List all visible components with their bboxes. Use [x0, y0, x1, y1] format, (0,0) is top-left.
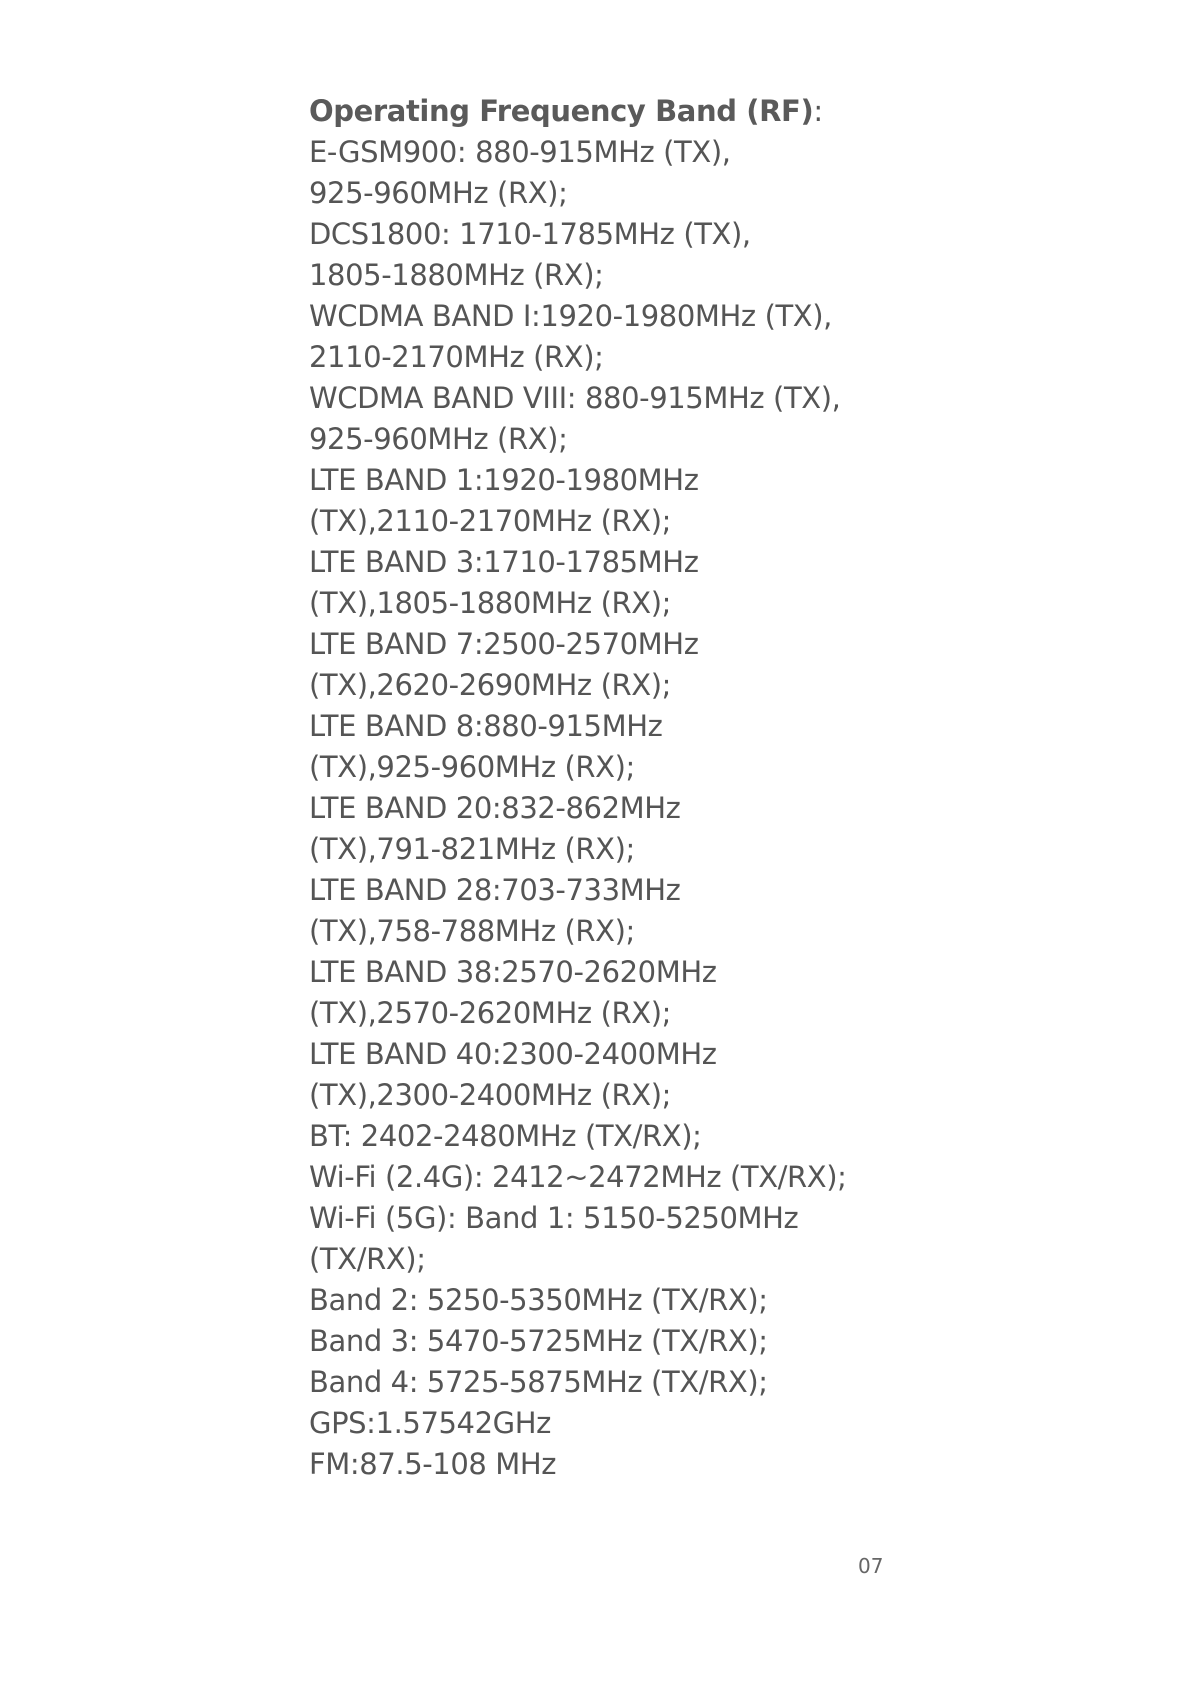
frequency-line: Wi-Fi (5G): Band 1: 5150-5250MHz	[309, 1201, 799, 1235]
frequency-list	[309, 132, 929, 1485]
frequency-line: LTE BAND 8:880-915MHz	[309, 709, 663, 743]
frequency-line: LTE BAND 7:2500-2570MHz	[309, 627, 699, 661]
frequency-line: GPS:1.57542GHz	[309, 1406, 551, 1440]
frequency-line: E-GSM900: 880-915MHz (TX),	[309, 135, 731, 169]
frequency-line: 1805-1880MHz (RX);	[309, 258, 604, 292]
frequency-line: 2110-2170MHz (RX);	[309, 340, 604, 374]
heading-colon: :	[813, 94, 823, 128]
frequency-line: WCDMA BAND VIII: 880-915MHz (TX),	[309, 381, 841, 415]
frequency-line: LTE BAND 40:2300-2400MHz	[309, 1037, 717, 1071]
frequency-line: DCS1800: 1710-1785MHz (TX),	[309, 217, 751, 251]
frequency-line: (TX),2300-2400MHz (RX);	[309, 1078, 671, 1112]
frequency-line: Band 3: 5470-5725MHz (TX/RX);	[309, 1324, 768, 1358]
frequency-line: LTE BAND 38:2570-2620MHz	[309, 955, 717, 989]
frequency-line: (TX),2110-2170MHz (RX);	[309, 504, 671, 538]
frequency-line: Wi-Fi (2.4G): 2412~2472MHz (TX/RX);	[309, 1160, 847, 1194]
frequency-line: LTE BAND 28:703-733MHz	[309, 873, 681, 907]
frequency-line: LTE BAND 1:1920-1980MHz	[309, 463, 699, 497]
frequency-line: FM:87.5-108 MHz	[309, 1447, 557, 1481]
frequency-line: BT: 2402-2480MHz (TX/RX);	[309, 1119, 702, 1153]
frequency-line: LTE BAND 3:1710-1785MHz	[309, 545, 699, 579]
page-number: 07	[858, 1554, 884, 1578]
frequency-line: 925-960MHz (RX);	[309, 176, 568, 210]
section-heading-line	[309, 91, 929, 132]
frequency-line: 925-960MHz (RX);	[309, 422, 568, 456]
frequency-line: WCDMA BAND I:1920-1980MHz (TX),	[309, 299, 832, 333]
frequency-line: (TX),2570-2620MHz (RX);	[309, 996, 671, 1030]
frequency-line: Band 4: 5725-5875MHz (TX/RX);	[309, 1365, 768, 1399]
frequency-line: (TX),1805-1880MHz (RX);	[309, 586, 671, 620]
frequency-line: LTE BAND 20:832-862MHz	[309, 791, 681, 825]
frequency-line: (TX),758-788MHz (RX);	[309, 914, 635, 948]
frequency-line: (TX/RX);	[309, 1242, 426, 1276]
frequency-line: Band 2: 5250-5350MHz (TX/RX);	[309, 1283, 768, 1317]
frequency-line: (TX),2620-2690MHz (RX);	[309, 668, 671, 702]
frequency-line: (TX),791-821MHz (RX);	[309, 832, 635, 866]
section-heading: Operating Frequency Band (RF)	[309, 94, 814, 128]
frequency-band-section	[309, 91, 929, 1485]
frequency-line: (TX),925-960MHz (RX);	[309, 750, 635, 784]
